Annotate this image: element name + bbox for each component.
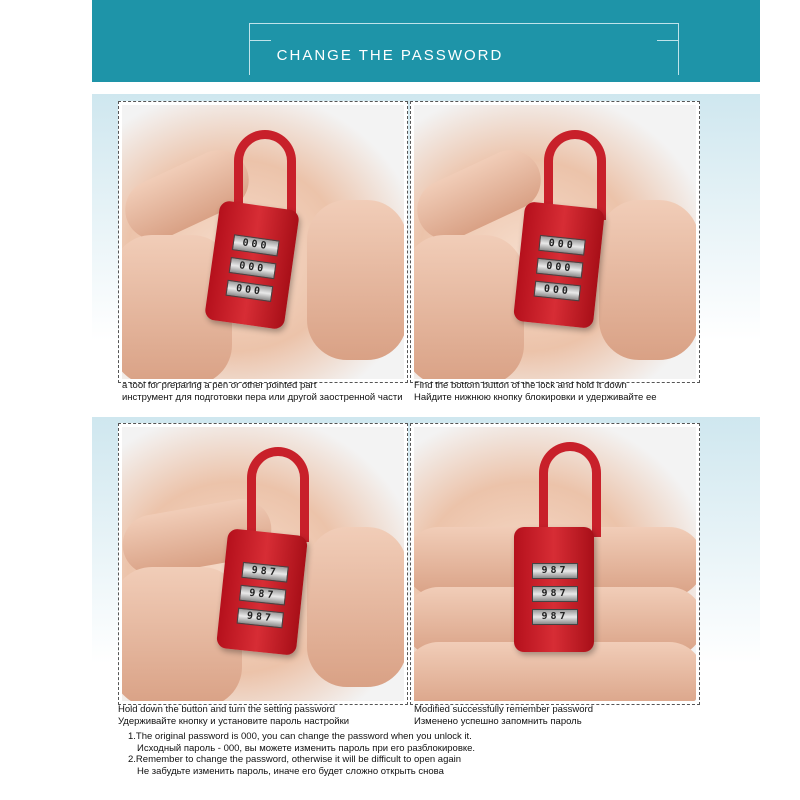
dial-row: 987 (532, 609, 578, 625)
dial-row: 987 (241, 562, 288, 583)
header-banner (92, 0, 760, 82)
padlock-photo-icon (414, 105, 696, 379)
step-1-caption-ru: инструмент для подготовки пера или другой заостренной части (122, 392, 403, 403)
step-2-caption-en: Find the bottom button of the lock and hold it down (414, 380, 627, 391)
dial-row: 000 (536, 258, 583, 279)
dial-row: 000 (225, 280, 273, 302)
dial-row: 987 (239, 585, 286, 606)
step-2-caption-ru: Найдите нижнюю кнопку блокировки и удерживайте ее (414, 392, 657, 403)
dial-row: 000 (538, 235, 585, 256)
step-3-caption-en: Hold down the button and turn the setting password (118, 704, 336, 715)
step-1-photo (118, 101, 408, 383)
step-4-caption-en: Modified successfully remember password (414, 704, 593, 715)
dial-row: 000 (534, 281, 581, 302)
banner-divider (657, 40, 679, 41)
dial-row: 000 (229, 257, 277, 279)
padlock-photo-icon (122, 427, 404, 701)
dial-row: 000 (232, 234, 280, 256)
step-4-photo (410, 423, 700, 705)
step-2-photo (410, 101, 700, 383)
banner-divider (249, 40, 271, 41)
notes (128, 731, 475, 777)
dial-row: 987 (532, 563, 578, 579)
note-line: 2.Remember to change the password, otherwise it will be difficult to open again (128, 754, 462, 765)
step-1-caption-en: a tool for preparing a pen or other pointed part (122, 380, 317, 391)
step-3-photo (118, 423, 408, 705)
dial-row: 987 (532, 586, 578, 602)
page-title: CHANGE THE PASSWORD (276, 47, 504, 64)
padlock-photo-icon (414, 427, 696, 701)
note-line: Исходный пароль - 000, вы можете изменить пароль при его разблокировке. (137, 742, 476, 754)
step-4-caption-ru: Изменено успешно запомнить пароль (414, 716, 582, 727)
note-line: 1.The original password is 000, you can change the password when you unlock it. (128, 731, 472, 742)
padlock-photo-icon (122, 105, 404, 379)
step-3-caption-ru: Удерживайте кнопку и установите пароль настройки (118, 716, 350, 727)
note-line: Не забудьте изменить пароль, иначе его будет сложно открыть снова (137, 765, 444, 777)
dial-row: 987 (237, 608, 284, 629)
